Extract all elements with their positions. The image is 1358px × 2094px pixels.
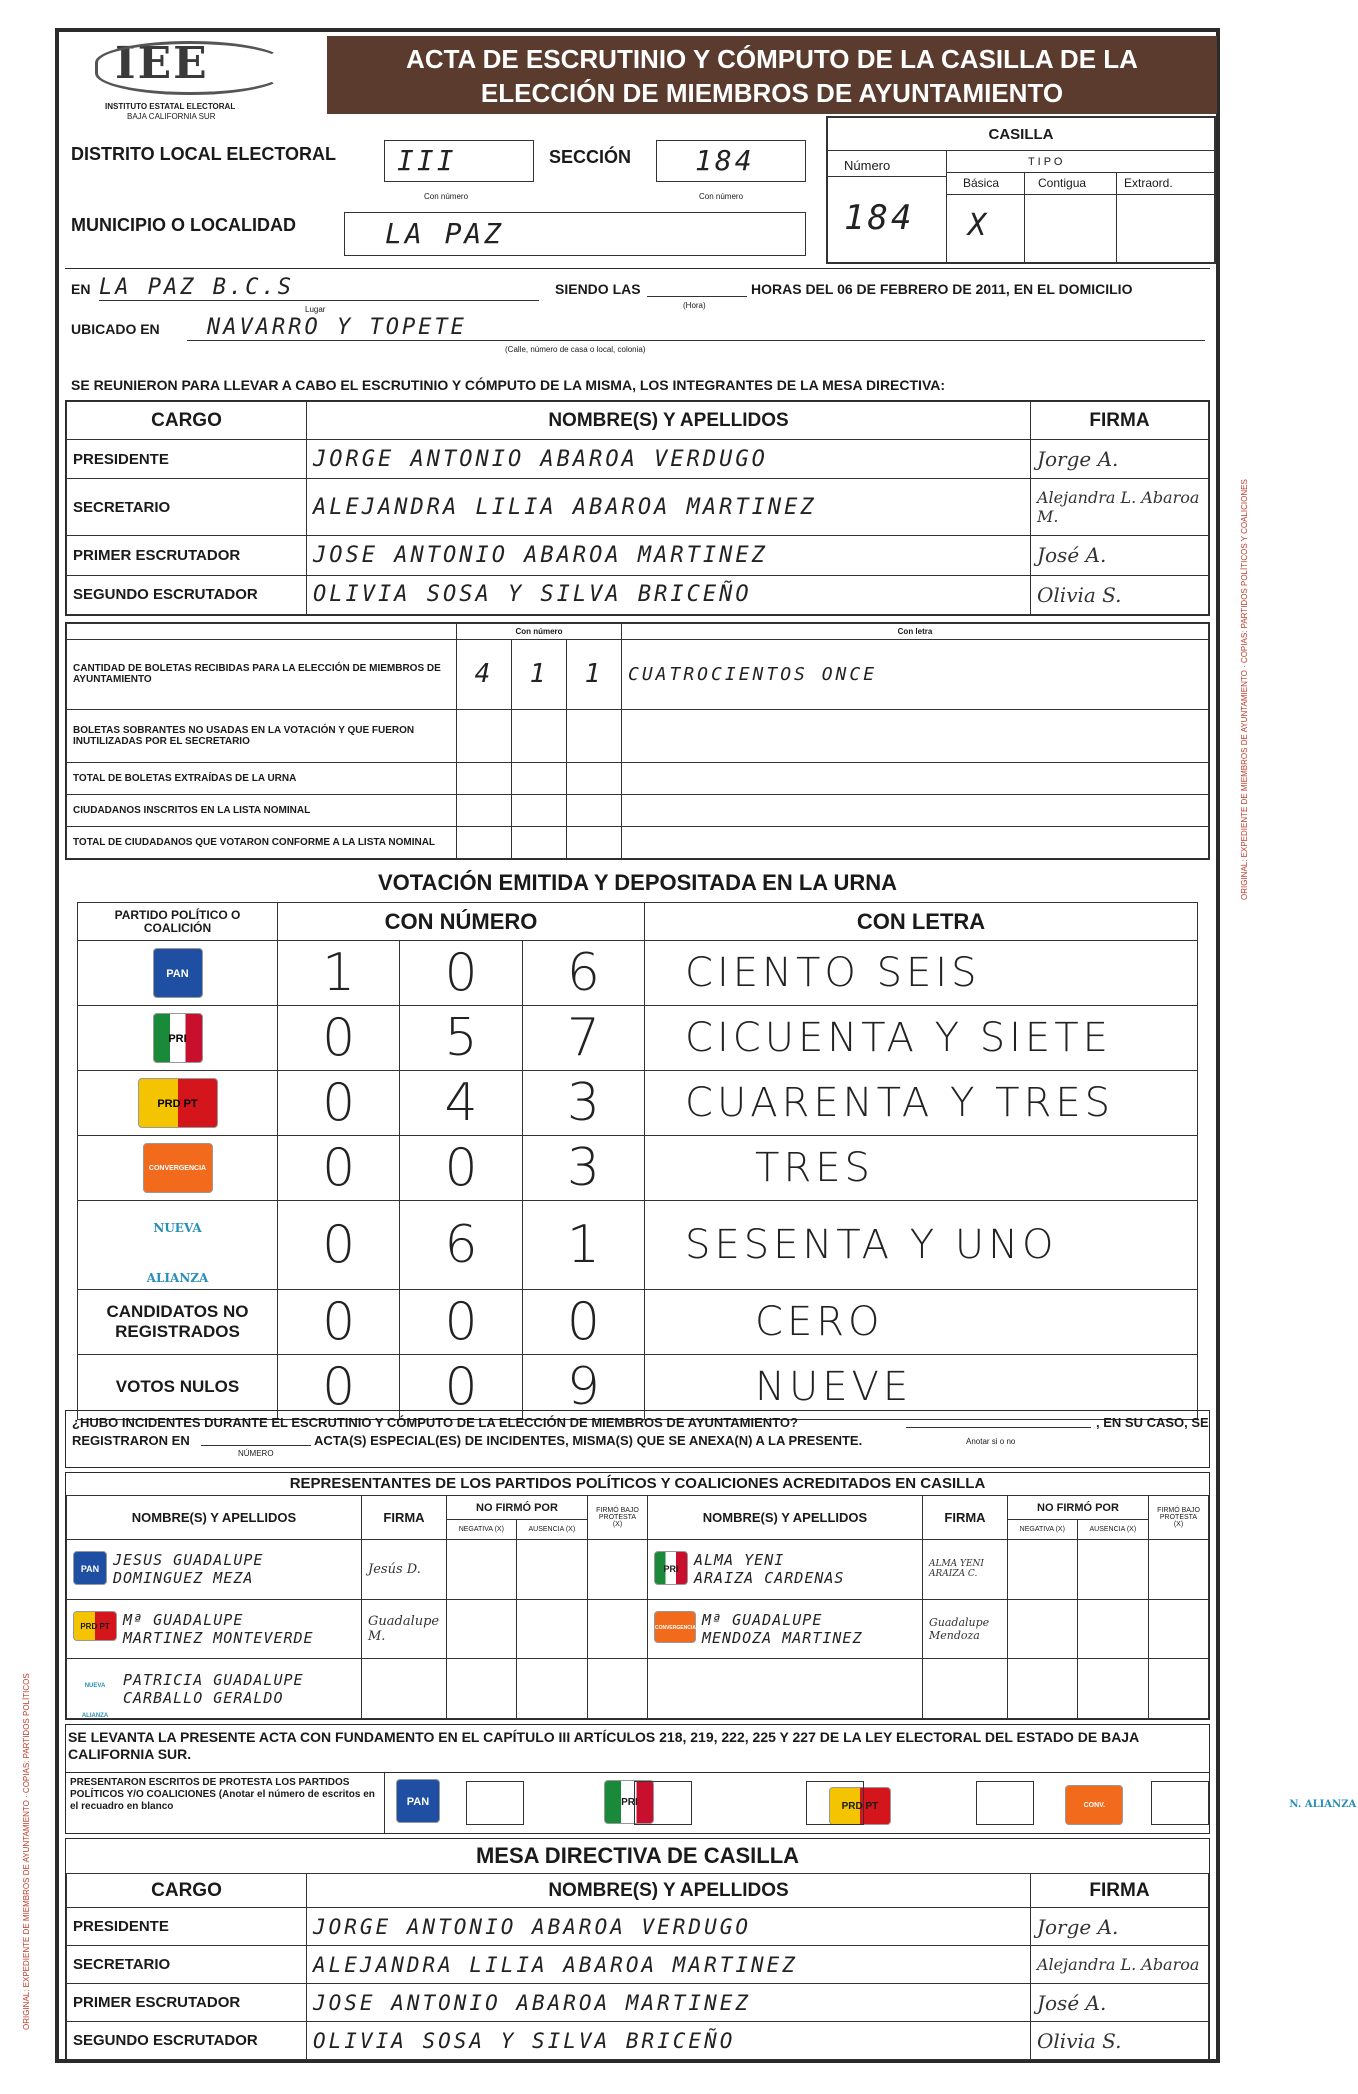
hora-field[interactable] bbox=[647, 279, 747, 297]
negativa-header: NEGATIVA (X) bbox=[447, 1520, 517, 1540]
digit-field[interactable]: 1 bbox=[278, 941, 400, 1006]
pan-logo-icon: PAN bbox=[396, 1779, 440, 1823]
digit-field[interactable] bbox=[512, 795, 567, 827]
cargo-header: CARGO bbox=[67, 1874, 307, 1908]
digit-field[interactable] bbox=[567, 827, 622, 859]
representante-name[interactable] bbox=[647, 1659, 922, 1719]
votacion-title: VOTACIÓN EMITIDA Y DEPOSITADA EN LA URNA bbox=[377, 870, 898, 895]
nombre-field[interactable]: JORGE ANTONIO ABAROA VERDUGO bbox=[307, 1908, 1031, 1946]
escritos-box-nueva-alianza[interactable] bbox=[1151, 1781, 1209, 1825]
actas-text: ACTA(S) ESPECIAL(ES) DE INCIDENTES, MISMA(S) QUE SE ANEXA(N) A LA PRESENTE. bbox=[314, 1433, 863, 1448]
ausencia-header: AUSENCIA (X) bbox=[1077, 1520, 1148, 1540]
siendo-las-label: SIENDO LAS bbox=[555, 281, 641, 297]
digit-field[interactable]: 1 bbox=[512, 640, 567, 710]
title-line-2: ELECCIÓN DE MIEMBROS DE AYUNTAMIENTO bbox=[480, 78, 1064, 108]
representante-surname[interactable]: MENDOZA MARTINEZ bbox=[701, 1628, 863, 1647]
representante-surname[interactable]: DOMINGUEZ MEZA bbox=[113, 1569, 254, 1588]
digit-field[interactable] bbox=[512, 827, 567, 859]
reunieron-text: SE REUNIERON PARA LLEVAR A CABO EL ESCRUTINIO Y CÓMPUTO DE LA MISMA, LOS INTEGRANTES DE LA MESA DIRECTIVA: bbox=[71, 377, 946, 393]
signature[interactable]: Olivia S. bbox=[1031, 575, 1209, 614]
pri-logo-icon: PRI bbox=[654, 1551, 688, 1585]
signature[interactable]: Guadalupe M. bbox=[362, 1599, 447, 1659]
digit-field[interactable] bbox=[457, 827, 512, 859]
letra-field[interactable]: CIENTO SEIS bbox=[645, 941, 1198, 1006]
pri-logo-icon: PRI bbox=[604, 1780, 654, 1824]
mesa-row bbox=[67, 440, 1209, 479]
nombre-field[interactable]: ALEJANDRA LILIA ABAROA MARTINEZ bbox=[307, 479, 1031, 536]
digit-field[interactable]: 4 bbox=[400, 1071, 522, 1136]
escritos-box-pri[interactable] bbox=[634, 1781, 692, 1825]
boletas-table bbox=[65, 622, 1210, 860]
numero-caption: NÚMERO bbox=[238, 1449, 274, 1458]
horas-text: HORAS DEL 06 DE FEBRERO DE 2011, EN EL DOMICILIO bbox=[751, 281, 1133, 297]
ausencia-box[interactable] bbox=[516, 1599, 587, 1659]
representante-name[interactable]: ALMA YENI bbox=[693, 1551, 785, 1570]
ausencia-box[interactable] bbox=[516, 1659, 587, 1719]
bajo-protesta-header: FIRMÓ BAJO PROTESTA (X) bbox=[1149, 1496, 1209, 1540]
casilla-label: CASILLA bbox=[988, 126, 1054, 143]
convergencia-logo-icon: CONV. bbox=[1065, 1785, 1123, 1825]
letra-field[interactable]: CERO bbox=[645, 1290, 1198, 1355]
extraord-label: Extraord. bbox=[1124, 176, 1173, 190]
digit-field[interactable]: 0 bbox=[278, 1006, 400, 1071]
con-numero-header: CON NÚMERO bbox=[278, 903, 645, 941]
iee-logo-text: IEE bbox=[115, 38, 209, 89]
seccion-label: SECCIÓN bbox=[549, 147, 632, 167]
negativa-header: NEGATIVA (X) bbox=[1007, 1520, 1077, 1540]
signature[interactable]: José A. bbox=[1031, 536, 1209, 575]
digit-field[interactable]: 1 bbox=[567, 640, 622, 710]
casilla-numero-value[interactable]: 184 bbox=[844, 198, 915, 238]
escritos-box-convergencia[interactable] bbox=[976, 1781, 1034, 1825]
mesa-row bbox=[67, 1946, 1209, 1984]
fundamento-text: SE LEVANTA LA PRESENTE ACTA CON FUNDAMENTO EN EL CAPÍTULO III ARTÍCULOS 218, 219, 222, 225 Y 227 DE LA LEY ELECTORAL DEL ESTADO DE BAJA CALIFORNIA SUR. bbox=[68, 1729, 1139, 1762]
signature[interactable]: José A. bbox=[1031, 1984, 1209, 2022]
letra-field[interactable]: CICUENTA Y SIETE bbox=[645, 1006, 1198, 1071]
municipio-field[interactable]: LA PAZ bbox=[344, 212, 806, 256]
protesta-box[interactable] bbox=[1149, 1599, 1209, 1659]
logo-swoosh-icon bbox=[95, 41, 285, 95]
con-numero-header: Con número bbox=[457, 624, 622, 640]
votacion-section bbox=[65, 868, 1210, 1417]
calle-caption: (Calle, número de casa o local, colonia) bbox=[505, 345, 646, 354]
intro-section bbox=[65, 268, 1210, 414]
representante-name[interactable]: Mª GUADALUPE bbox=[701, 1610, 823, 1629]
bajo-protesta-header: FIRMÓ BAJO PROTESTA (X) bbox=[587, 1496, 647, 1540]
basica-mark[interactable]: X bbox=[968, 208, 990, 243]
ausencia-box[interactable] bbox=[1077, 1540, 1148, 1600]
signature[interactable]: Jorge A. bbox=[1031, 440, 1209, 479]
cargo-cell: PRESIDENTE bbox=[67, 1908, 307, 1946]
digit-field[interactable]: 3 bbox=[522, 1071, 644, 1136]
digit-field[interactable]: 0 bbox=[278, 1355, 400, 1420]
protesta-box[interactable] bbox=[1149, 1659, 1209, 1719]
cargo-header: CARGO bbox=[67, 402, 307, 440]
numero-actas-field[interactable] bbox=[201, 1445, 311, 1446]
nombres-header: NOMBRE(S) Y APELLIDOS bbox=[647, 1496, 922, 1540]
tipo-label: T I P O bbox=[1028, 156, 1063, 168]
form-title bbox=[327, 36, 1217, 114]
representantes-title: REPRESENTANTES DE LOS PARTIDOS POLÍTICOS Y COALICIONES ACREDITADOS EN CASILLA bbox=[289, 1475, 986, 1492]
boletas-label: BOLETAS SOBRANTES NO USADAS EN LA VOTACIÓN Y QUE FUERON INUTILIZADAS POR EL SECRETARIO bbox=[67, 709, 457, 763]
en-label: EN bbox=[71, 281, 91, 297]
nombre-field[interactable]: ALEJANDRA LILIA ABAROA MARTINEZ bbox=[307, 1946, 1031, 1984]
representante-row bbox=[67, 1540, 1209, 1600]
mesa-row bbox=[67, 1984, 1209, 2022]
votacion-row bbox=[78, 1136, 1198, 1201]
escritos-box-pan[interactable] bbox=[466, 1781, 524, 1825]
nombre-field[interactable]: JOSE ANTONIO ABAROA MARTINEZ bbox=[307, 1984, 1031, 2022]
votacion-table bbox=[77, 902, 1198, 1417]
escritos-text: PRESENTARON ESCRITOS DE PROTESTA LOS PARTIDOS POLÍTICOS Y/O COALICIONES (Anotar el número de escritos en el recuadro en blanco bbox=[70, 1777, 375, 1812]
votacion-row bbox=[78, 1290, 1198, 1355]
boletas-row bbox=[67, 709, 1209, 763]
signature[interactable]: Alejandra L. Abaroa M. bbox=[1031, 479, 1209, 536]
digit-field[interactable]: 9 bbox=[522, 1355, 644, 1420]
letra-field[interactable] bbox=[622, 827, 1209, 859]
representantes-section bbox=[65, 1472, 1210, 1720]
signature[interactable]: ALMA YENI ARAIZA C. bbox=[922, 1540, 1007, 1600]
mesa-row bbox=[67, 1908, 1209, 1946]
digit-field[interactable] bbox=[457, 709, 512, 763]
digit-field[interactable]: 4 bbox=[457, 640, 512, 710]
digit-field[interactable]: 7 bbox=[522, 1006, 644, 1071]
firma-header: FIRMA bbox=[1031, 1874, 1209, 1908]
distrito-field[interactable]: III bbox=[384, 140, 534, 182]
letra-field[interactable]: NUEVE bbox=[645, 1355, 1198, 1420]
digit-field[interactable] bbox=[512, 709, 567, 763]
votacion-row bbox=[78, 1071, 1198, 1136]
letra-field[interactable] bbox=[622, 709, 1209, 763]
escritos-box-prd-pt[interactable] bbox=[806, 1781, 864, 1825]
negativa-box[interactable] bbox=[447, 1540, 517, 1600]
representante-name[interactable]: PATRICIA GUADALUPE bbox=[123, 1670, 304, 1689]
mesa-directiva-table bbox=[65, 400, 1210, 616]
digit-field[interactable]: 0 bbox=[278, 1071, 400, 1136]
lugar-caption: Lugar bbox=[305, 305, 326, 314]
cargo-cell: PRIMER ESCRUTADOR bbox=[67, 1984, 307, 2022]
digit-field[interactable] bbox=[567, 709, 622, 763]
digit-field[interactable]: 0 bbox=[400, 1290, 522, 1355]
basica-label: Básica bbox=[963, 176, 1000, 190]
digit-field[interactable]: 1 bbox=[522, 1201, 644, 1290]
cargo-cell: SECRETARIO bbox=[67, 1946, 307, 1984]
seccion-field[interactable]: 184 bbox=[656, 140, 806, 182]
incidentes-line-end: , EN SU CASO, SE bbox=[1096, 1415, 1209, 1430]
registraron-label: REGISTRARON EN bbox=[72, 1433, 190, 1448]
ubicado-field[interactable]: NAVARRO Y TOPETE bbox=[187, 315, 1205, 341]
numero-label: Número bbox=[844, 158, 891, 173]
negativa-box[interactable] bbox=[447, 1599, 517, 1659]
iee-logo bbox=[65, 36, 325, 126]
distrito-label: DISTRITO LOCAL ELECTORAL bbox=[71, 144, 337, 164]
representante-surname[interactable]: CARBALLO GERALDO bbox=[123, 1688, 284, 1707]
letra-field[interactable]: CUARENTA Y TRES bbox=[645, 1071, 1198, 1136]
digit-field[interactable]: 3 bbox=[522, 1136, 644, 1201]
digit-field[interactable]: 5 bbox=[400, 1006, 522, 1071]
cargo-cell: PRESIDENTE bbox=[67, 440, 307, 479]
firma-header: FIRMA bbox=[922, 1496, 1007, 1540]
con-letra-header: CON LETRA bbox=[645, 903, 1198, 941]
signature[interactable]: Guadalupe Mendoza bbox=[922, 1599, 1007, 1659]
partido-header: PARTIDO POLÍTICO O COALICIÓN bbox=[78, 903, 278, 941]
cargo-cell: PRIMER ESCRUTADOR bbox=[67, 536, 307, 575]
boletas-label: CANTIDAD DE BOLETAS RECIBIDAS PARA LA ELECCIÓN DE MIEMBROS DE AYUNTAMIENTO bbox=[67, 640, 457, 710]
signature[interactable]: Jesús D. bbox=[362, 1540, 447, 1600]
digit-field[interactable]: 6 bbox=[400, 1201, 522, 1290]
representante-name[interactable]: JESUS GUADALUPE bbox=[113, 1551, 264, 1570]
nombre-field[interactable]: OLIVIA SOSA Y SILVA BRICEÑO bbox=[307, 2022, 1031, 2060]
protesta-box[interactable] bbox=[587, 1599, 647, 1659]
digit-field[interactable]: 0 bbox=[278, 1290, 400, 1355]
nombres-header: NOMBRE(S) Y APELLIDOS bbox=[307, 402, 1031, 440]
cargo-cell: SEGUNDO ESCRUTADOR bbox=[67, 575, 307, 614]
votacion-row bbox=[78, 941, 1198, 1006]
letra-field[interactable] bbox=[622, 795, 1209, 827]
mesa-directiva-final bbox=[65, 1838, 1210, 2060]
nombre-field[interactable]: JORGE ANTONIO ABAROA VERDUGO bbox=[307, 440, 1031, 479]
digit-field[interactable]: 0 bbox=[400, 1355, 522, 1420]
representante-row bbox=[67, 1599, 1209, 1659]
incidentes-answer-field[interactable] bbox=[906, 1427, 1091, 1428]
mesa-row bbox=[67, 2022, 1209, 2060]
nueva-alianza-logo-icon: NUEVA ALIANZA bbox=[81, 1682, 109, 1719]
digit-field[interactable] bbox=[567, 763, 622, 795]
pri-logo-icon: PRI bbox=[153, 1013, 203, 1063]
fundamento-section bbox=[65, 1724, 1210, 1772]
prd-pt-logo-icon: PRD PT bbox=[138, 1078, 218, 1128]
prd-pt-logo-icon: PRD PT bbox=[829, 1787, 891, 1825]
blank-cell bbox=[67, 624, 457, 640]
nueva-alianza-logo-icon: N. ALIANZA bbox=[1289, 1799, 1357, 1810]
protesta-box[interactable] bbox=[1149, 1540, 1209, 1600]
firma-header: FIRMA bbox=[362, 1496, 447, 1540]
side-note-right: ORIGINAL: EXPEDIENTE DE MIEMBROS DE AYUNTAMIENTO · COPIAS: PARTIDOS POLÍTICOS Y COALICIONES bbox=[1240, 479, 1249, 900]
digit-field[interactable] bbox=[457, 795, 512, 827]
cargo-cell: SECRETARIO bbox=[67, 479, 307, 536]
protesta-box[interactable] bbox=[587, 1659, 647, 1719]
prd-pt-logo-icon: PRD PT bbox=[73, 1611, 117, 1641]
signature[interactable]: Olivia S. bbox=[1031, 2022, 1209, 2060]
negativa-box[interactable] bbox=[1007, 1599, 1077, 1659]
protesta-box[interactable] bbox=[587, 1540, 647, 1600]
representante-surname[interactable]: ARAIZA CARDENAS bbox=[693, 1569, 845, 1588]
municipio-label: MUNICIPIO O LOCALIDAD bbox=[71, 215, 296, 235]
incidentes-question: ¿HUBO INCIDENTES DURANTE EL ESCRUTINIO Y CÓMPUTO DE LA ELECCIÓN DE MIEMBROS DE AYUNTAMIENTO? bbox=[72, 1415, 798, 1430]
representante-row bbox=[67, 1659, 1209, 1719]
mesa-row bbox=[67, 575, 1209, 614]
boletas-row bbox=[67, 795, 1209, 827]
signature[interactable]: Jorge A. bbox=[1031, 1908, 1209, 1946]
negativa-box[interactable] bbox=[1007, 1659, 1077, 1719]
digit-field[interactable]: 6 bbox=[522, 941, 644, 1006]
boletas-row bbox=[67, 763, 1209, 795]
digit-field[interactable]: 0 bbox=[278, 1136, 400, 1201]
digit-field[interactable]: 0 bbox=[400, 941, 522, 1006]
negativa-box[interactable] bbox=[447, 1659, 517, 1719]
convergencia-logo-icon: CONVERGENCIA bbox=[143, 1143, 213, 1193]
firma-header: FIRMA bbox=[1031, 402, 1209, 440]
boletas-row bbox=[67, 827, 1209, 859]
escritos-section bbox=[65, 1772, 1357, 1834]
pan-logo-icon: PAN bbox=[153, 948, 203, 998]
digit-field[interactable]: 0 bbox=[400, 1136, 522, 1201]
mesa-row bbox=[67, 479, 1209, 536]
negativa-box[interactable] bbox=[1007, 1540, 1077, 1600]
signature[interactable] bbox=[362, 1659, 447, 1719]
digit-field[interactable]: 0 bbox=[522, 1290, 644, 1355]
pan-logo-icon: PAN bbox=[73, 1551, 107, 1585]
ubicado-label: UBICADO EN bbox=[71, 321, 160, 337]
nombre-field[interactable]: OLIVIA SOSA Y SILVA BRICEÑO bbox=[307, 575, 1031, 614]
side-note-left: ORIGINAL: EXPEDIENTE DE MIEMBROS DE AYUNTAMIENTO · COPIAS: PARTIDOS POLÍTICOS bbox=[22, 1673, 31, 2030]
en-field[interactable]: LA PAZ B.C.S bbox=[99, 275, 539, 301]
boletas-label: CIUDADANOS INSCRITOS EN LA LISTA NOMINAL bbox=[67, 795, 457, 827]
mesa-row bbox=[67, 536, 1209, 575]
institute-name: INSTITUTO ESTATAL ELECTORAL bbox=[105, 102, 236, 111]
anotar-caption: Anotar si o no bbox=[966, 1437, 1016, 1446]
letra-field[interactable]: TRES bbox=[645, 1136, 1198, 1201]
no-registrados-label: CANDIDATOS NO REGISTRADOS bbox=[78, 1290, 278, 1355]
mesa-directiva-title: MESA DIRECTIVA DE CASILLA bbox=[475, 1843, 800, 1868]
digit-field[interactable] bbox=[457, 763, 512, 795]
digit-field[interactable] bbox=[567, 795, 622, 827]
institute-state: BAJA CALIFORNIA SUR bbox=[127, 112, 216, 121]
nombre-field[interactable]: JOSE ANTONIO ABAROA MARTINEZ bbox=[307, 536, 1031, 575]
ausencia-box[interactable] bbox=[516, 1540, 587, 1600]
signature[interactable] bbox=[922, 1659, 1007, 1719]
boletas-label: TOTAL DE BOLETAS EXTRAÍDAS DE LA URNA bbox=[67, 763, 457, 795]
digit-field[interactable] bbox=[512, 763, 567, 795]
hora-caption: (Hora) bbox=[683, 301, 706, 310]
no-firmo-header: NO FIRMÓ POR bbox=[447, 1496, 588, 1520]
ausencia-header: AUSENCIA (X) bbox=[516, 1520, 587, 1540]
votacion-row bbox=[78, 1006, 1198, 1071]
cargo-cell: SEGUNDO ESCRUTADOR bbox=[67, 2022, 307, 2060]
con-numero-caption-2: Con número bbox=[699, 192, 744, 201]
con-numero-caption-1: Con número bbox=[424, 192, 469, 201]
ausencia-box[interactable] bbox=[1077, 1599, 1148, 1659]
title-line-1: ACTA DE ESCRUTINIO Y CÓMPUTO DE LA CASILLA DE LA bbox=[406, 44, 1138, 74]
nueva-alianza-logo-icon: NUEVA ALIANZA bbox=[146, 1221, 209, 1285]
boletas-label: TOTAL DE CIUDADANOS QUE VOTARON CONFORME A LA LISTA NOMINAL bbox=[67, 827, 457, 859]
nombres-header: NOMBRE(S) Y APELLIDOS bbox=[67, 1496, 362, 1540]
ausencia-box[interactable] bbox=[1077, 1659, 1148, 1719]
convergencia-logo-icon: CONVERGENCIA bbox=[654, 1611, 696, 1643]
digit-field[interactable]: 0 bbox=[278, 1201, 400, 1290]
nombres-header: NOMBRE(S) Y APELLIDOS bbox=[307, 1874, 1031, 1908]
no-firmo-header: NO FIRMÓ POR bbox=[1007, 1496, 1148, 1520]
incidentes-section bbox=[65, 1410, 1210, 1468]
casilla-box bbox=[826, 116, 1216, 264]
boletas-row bbox=[67, 640, 1209, 710]
letra-field[interactable]: CUATROCIENTOS ONCE bbox=[622, 640, 1209, 710]
signature[interactable]: Alejandra L. Abaroa bbox=[1031, 1946, 1209, 1984]
representante-name[interactable]: Mª GUADALUPE bbox=[123, 1610, 244, 1629]
letra-field[interactable] bbox=[622, 763, 1209, 795]
contigua-label: Contigua bbox=[1038, 176, 1087, 190]
votos-nulos-label: VOTOS NULOS bbox=[78, 1355, 278, 1420]
representante-surname[interactable]: MARTINEZ MONTEVERDE bbox=[123, 1628, 314, 1647]
letra-field[interactable]: SESENTA Y UNO bbox=[645, 1201, 1198, 1290]
con-letra-header: Con letra bbox=[622, 624, 1209, 640]
votacion-row bbox=[78, 1201, 1198, 1290]
